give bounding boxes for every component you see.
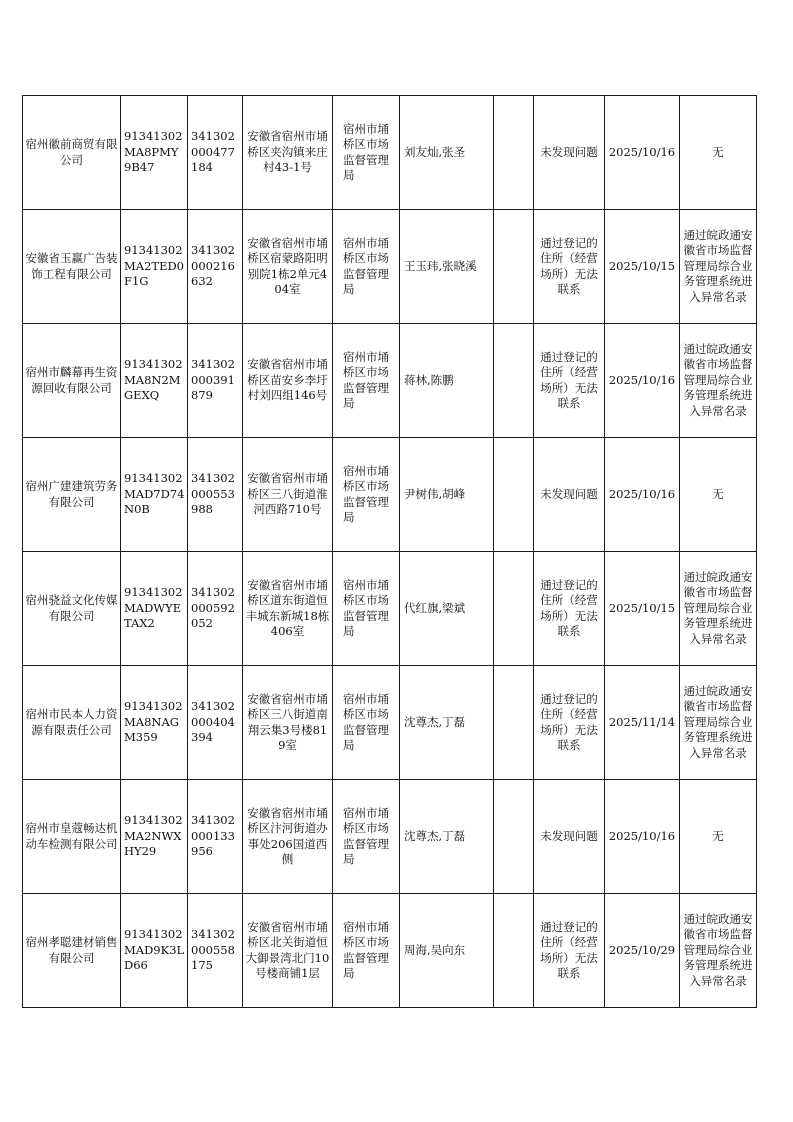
registration-number-cell: 341302000133956 bbox=[188, 780, 243, 894]
inspection-results-sheet bbox=[22, 95, 756, 1008]
address-cell: 安徽省宿州市埇桥区道东街道恒丰城东新城18栋406室 bbox=[243, 552, 333, 666]
company-name-cell: 宿州骁益文化传媒有限公司 bbox=[23, 552, 121, 666]
inspection-agency-cell: 宿州市埇桥区市场监督管理局 bbox=[333, 894, 400, 1008]
inspectors-cell: 蒋林,陈鹏 bbox=[400, 324, 494, 438]
action-taken-cell: 通过皖政通安徽省市场监督管理局综合业务管理系统进入异常名录 bbox=[680, 666, 757, 780]
inspectors-cell: 尹树伟,胡峰 bbox=[400, 438, 494, 552]
blank-cell bbox=[494, 438, 534, 552]
company-name-cell: 宿州徽前商贸有限公司 bbox=[23, 96, 121, 210]
blank-cell bbox=[494, 894, 534, 1008]
inspection-agency-cell: 宿州市埇桥区市场监督管理局 bbox=[333, 438, 400, 552]
inspectors-cell: 沈尊杰,丁磊 bbox=[400, 666, 494, 780]
action-taken-cell: 无 bbox=[680, 780, 757, 894]
action-taken-cell: 通过皖政通安徽省市场监督管理局综合业务管理系统进入异常名录 bbox=[680, 210, 757, 324]
table-row bbox=[23, 552, 757, 666]
inspectors-cell: 王玉玮,张晓溪 bbox=[400, 210, 494, 324]
registration-number-cell: 341302000592052 bbox=[188, 552, 243, 666]
address-cell: 安徽省宿州市埇桥区宿蒙路阳明别院1栋2单元404室 bbox=[243, 210, 333, 324]
inspection-date-cell: 2025/10/16 bbox=[605, 780, 680, 894]
company-name-cell: 宿州市皇蔻畅达机动车检测有限公司 bbox=[23, 780, 121, 894]
table-row bbox=[23, 438, 757, 552]
inspection-date-cell: 2025/10/15 bbox=[605, 210, 680, 324]
address-cell: 安徽省宿州市埇桥区三八街道淮河西路710号 bbox=[243, 438, 333, 552]
address-cell: 安徽省宿州市埇桥区汴河街道办事处206国道西侧 bbox=[243, 780, 333, 894]
address-cell: 安徽省宿州市埇桥区苗安乡李圩村刘四组146号 bbox=[243, 324, 333, 438]
registration-number-cell: 341302000404394 bbox=[188, 666, 243, 780]
address-cell: 安徽省宿州市埇桥区三八街道南翔云集3号楼819室 bbox=[243, 666, 333, 780]
address-cell: 安徽省宿州市埇桥区北关街道恒大御景湾北门10号楼商铺1层 bbox=[243, 894, 333, 1008]
action-taken-cell: 无 bbox=[680, 438, 757, 552]
inspectors-cell: 代红旗,梁斌 bbox=[400, 552, 494, 666]
company-name-cell: 宿州市麟幕再生资源回收有限公司 bbox=[23, 324, 121, 438]
table-row bbox=[23, 780, 757, 894]
inspectors-cell: 沈尊杰,丁磊 bbox=[400, 780, 494, 894]
blank-cell bbox=[494, 780, 534, 894]
inspection-result-cell: 通过登记的住所（经营场所）无法联系 bbox=[534, 210, 605, 324]
credit-code-cell: 91341302MADWYETAX2 bbox=[121, 552, 188, 666]
registration-number-cell: 341302000553988 bbox=[188, 438, 243, 552]
registration-number-cell: 341302000558175 bbox=[188, 894, 243, 1008]
table-body bbox=[23, 96, 757, 1008]
inspection-agency-cell: 宿州市埇桥区市场监督管理局 bbox=[333, 552, 400, 666]
blank-cell bbox=[494, 324, 534, 438]
inspection-result-cell: 通过登记的住所（经营场所）无法联系 bbox=[534, 666, 605, 780]
inspection-result-cell: 通过登记的住所（经营场所）无法联系 bbox=[534, 324, 605, 438]
credit-code-cell: 91341302MAD7D74N0B bbox=[121, 438, 188, 552]
inspection-date-cell: 2025/10/29 bbox=[605, 894, 680, 1008]
inspection-date-cell: 2025/10/16 bbox=[605, 438, 680, 552]
inspection-agency-cell: 宿州市埇桥区市场监督管理局 bbox=[333, 780, 400, 894]
inspection-agency-cell: 宿州市埇桥区市场监督管理局 bbox=[333, 210, 400, 324]
action-taken-cell: 通过皖政通安徽省市场监督管理局综合业务管理系统进入异常名录 bbox=[680, 324, 757, 438]
table-row bbox=[23, 96, 757, 210]
credit-code-cell: 91341302MAD9K3LD66 bbox=[121, 894, 188, 1008]
inspection-agency-cell: 宿州市埇桥区市场监督管理局 bbox=[333, 666, 400, 780]
company-name-cell: 宿州市民本人力资源有限责任公司 bbox=[23, 666, 121, 780]
address-cell: 安徽省宿州市埇桥区夹沟镇来庄村43-1号 bbox=[243, 96, 333, 210]
company-name-cell: 安徽省玉赢广告装饰工程有限公司 bbox=[23, 210, 121, 324]
inspectors-cell: 周海,吴向东 bbox=[400, 894, 494, 1008]
inspection-date-cell: 2025/11/14 bbox=[605, 666, 680, 780]
company-name-cell: 宿州广建建筑劳务有限公司 bbox=[23, 438, 121, 552]
inspection-result-cell: 通过登记的住所（经营场所）无法联系 bbox=[534, 552, 605, 666]
registration-number-cell: 341302000216632 bbox=[188, 210, 243, 324]
credit-code-cell: 91341302MA2TED0F1G bbox=[121, 210, 188, 324]
credit-code-cell: 91341302MA8NAGM359 bbox=[121, 666, 188, 780]
table-row bbox=[23, 894, 757, 1008]
registration-number-cell: 341302000477184 bbox=[188, 96, 243, 210]
credit-code-cell: 91341302MA2NWXHY29 bbox=[121, 780, 188, 894]
blank-cell bbox=[494, 210, 534, 324]
credit-code-cell: 91341302MA8N2MGEXQ bbox=[121, 324, 188, 438]
table-row bbox=[23, 666, 757, 780]
action-taken-cell: 无 bbox=[680, 96, 757, 210]
registration-number-cell: 341302000391879 bbox=[188, 324, 243, 438]
blank-cell bbox=[494, 552, 534, 666]
action-taken-cell: 通过皖政通安徽省市场监督管理局综合业务管理系统进入异常名录 bbox=[680, 894, 757, 1008]
blank-cell bbox=[494, 666, 534, 780]
credit-code-cell: 91341302MA8PMY9B47 bbox=[121, 96, 188, 210]
inspection-agency-cell: 宿州市埇桥区市场监督管理局 bbox=[333, 96, 400, 210]
inspection-result-cell: 未发现问题 bbox=[534, 96, 605, 210]
table-row bbox=[23, 210, 757, 324]
inspection-date-cell: 2025/10/16 bbox=[605, 324, 680, 438]
company-name-cell: 宿州孝聪建材销售有限公司 bbox=[23, 894, 121, 1008]
inspection-result-cell: 通过登记的住所（经营场所）无法联系 bbox=[534, 894, 605, 1008]
inspection-result-cell: 未发现问题 bbox=[534, 780, 605, 894]
action-taken-cell: 通过皖政通安徽省市场监督管理局综合业务管理系统进入异常名录 bbox=[680, 552, 757, 666]
inspection-agency-cell: 宿州市埇桥区市场监督管理局 bbox=[333, 324, 400, 438]
inspection-result-cell: 未发现问题 bbox=[534, 438, 605, 552]
inspection-date-cell: 2025/10/16 bbox=[605, 96, 680, 210]
blank-cell bbox=[494, 96, 534, 210]
inspectors-cell: 刘友灿,张圣 bbox=[400, 96, 494, 210]
table-row bbox=[23, 324, 757, 438]
inspection-date-cell: 2025/10/15 bbox=[605, 552, 680, 666]
inspection-results-table bbox=[22, 95, 757, 1008]
